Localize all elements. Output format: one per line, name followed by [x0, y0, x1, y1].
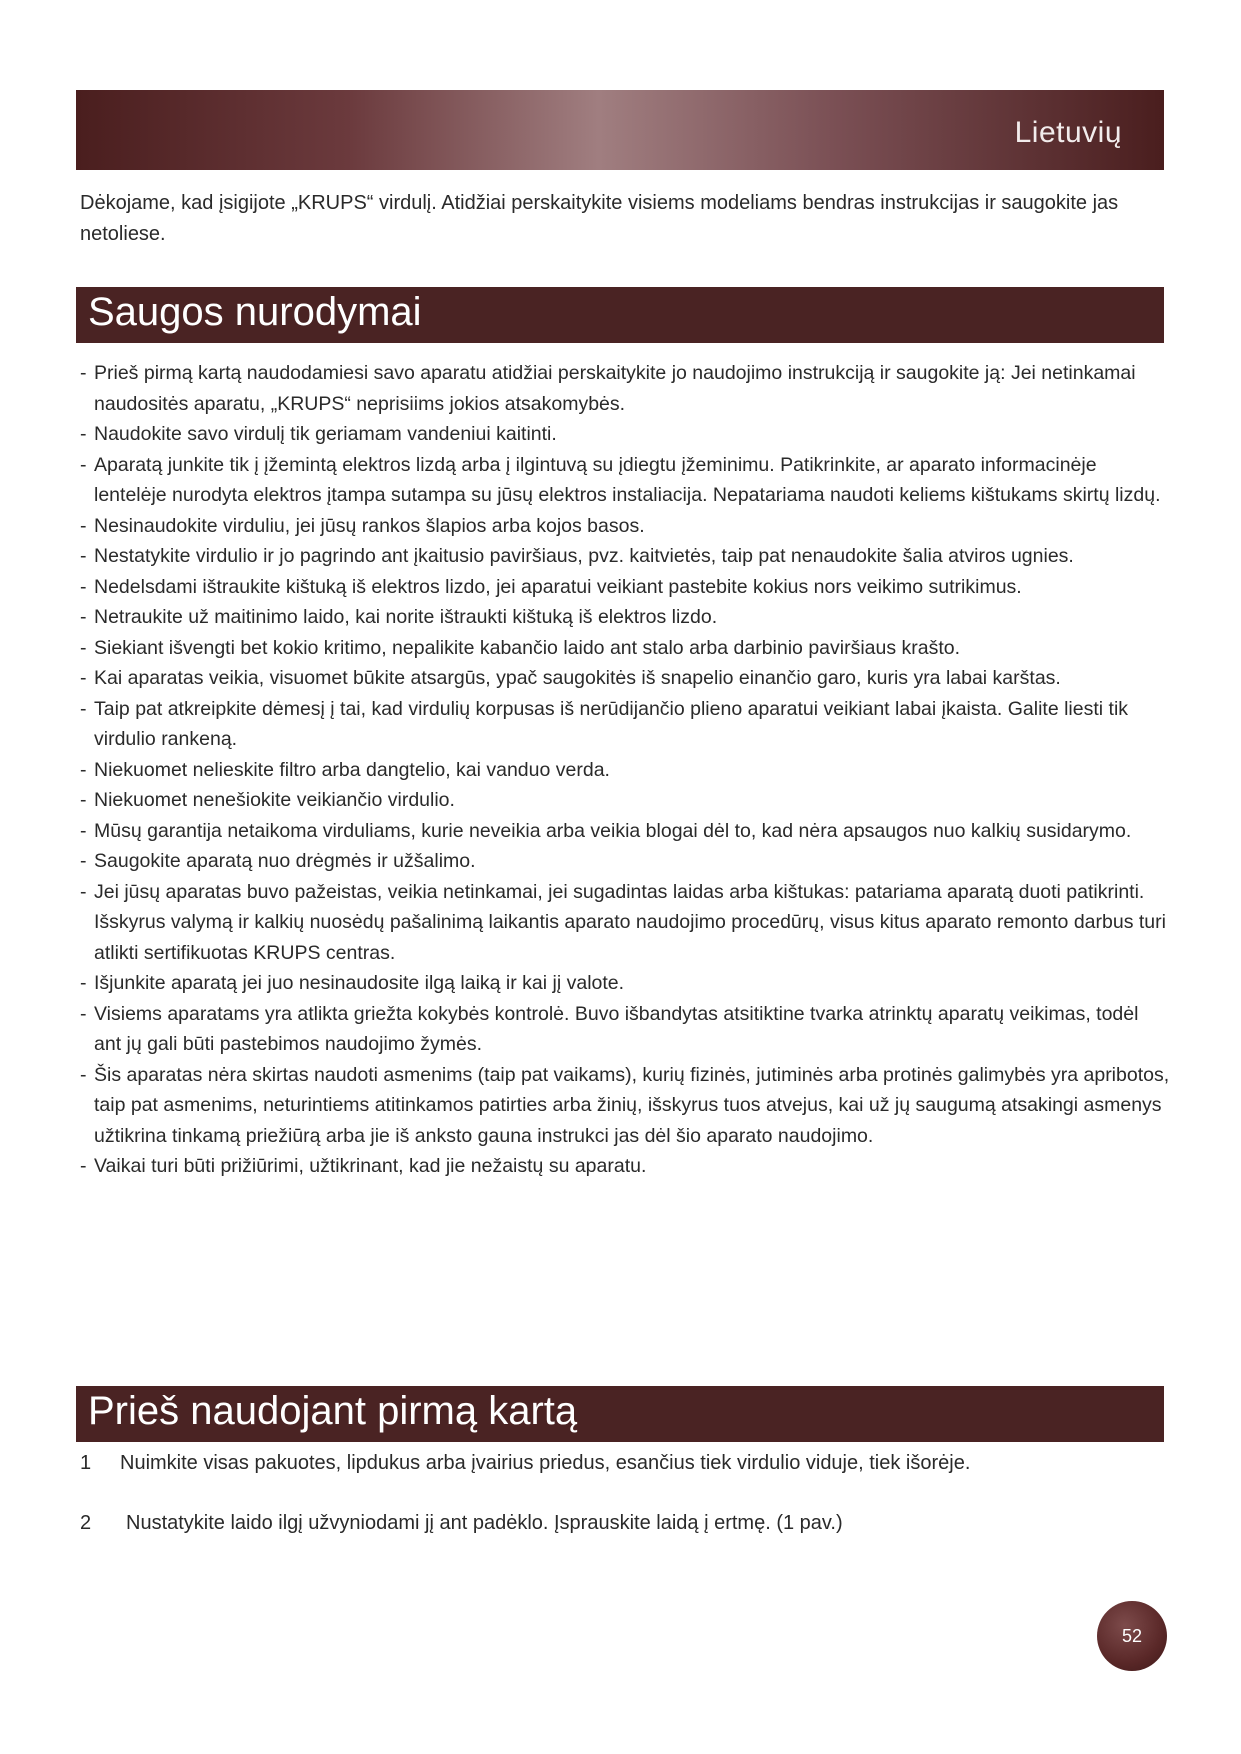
safety-rule: - Kai aparatas veikia, visuomet būkite atsargūs, ypač saugokitės iš snapelio einančio garo, kuris yra labai karštas. [80, 663, 1170, 694]
safety-rule: - Jei jūsų aparatas buvo pažeistas, veikia netinkamai, jei sugadintas laidas arba kištukas: patariama aparatą duoti patikrinti. Išskyrus valymą ir kalkių nuosėdų pašalinimą laikantis aparato naudojimo procedūrų, visus kitus aparato remonto darbus turi atlikti sertifikuotas KRUPS centras. [80, 877, 1170, 969]
safety-rule: - Nesinaudokite virduliu, jei jūsų rankos šlapios arba kojos basos. [80, 511, 1170, 542]
safety-rule: - Šis aparatas nėra skirtas naudoti asmenims (taip pat vaikams), kurių fizinės, jutiminės arba protinės galimybės yra apribotos, taip pat asmenims, neturintiems atitinkamos patirties arba žinių, išskyrus tuos atvejus, kai už jų saugumą atsakingi asmenys užtikrina tinkamą priežiūrą arba jie iš anksto gauna instrukci jas dėl šio aparato naudojimo. [80, 1060, 1170, 1152]
safety-rule: - Niekuomet nelieskite filtro arba dangtelio, kai vanduo verda. [80, 755, 1170, 786]
safety-rule: - Taip pat atkreipkite dėmesį į tai, kad virdulių korpusas iš nerūdijančio plieno aparatui veikiant labai įkaista. Galite liesti tik virdulio rankeną. [80, 694, 1170, 755]
safety-rule: - Naudokite savo virdulį tik geriamam vandeniui kaitinti. [80, 419, 1170, 450]
safety-rule: - Siekiant išvengti bet kokio kritimo, nepalikite kabančio laido ant stalo arba darbinio paviršiaus krašto. [80, 633, 1170, 664]
safety-section-header [76, 287, 1164, 343]
step-text: Nuimkite visas pakuotes, lipdukus arba įvairius priedus, esančius tiek virdulio viduje, tiek išorėje. [120, 1452, 971, 1474]
safety-rule: - Mūsų garantija netaikoma virduliams, kurie neveikia arba veikia blogai dėl to, kad nėra apsaugos nuo kalkių susidarymo. [80, 816, 1170, 847]
safety-rule: - Saugokite aparatą nuo drėgmės ir užšalimo. [80, 846, 1170, 877]
step-number: 2 [80, 1512, 92, 1534]
step-number: 1 [80, 1452, 92, 1474]
safety-rule: - Prieš pirmą kartą naudodamiesi savo aparatu atidžiai perskaitykite jo naudojimo instrukciją ir saugokite ją: Jei netinkamai naudositės aparatu, „KRUPS“ neprisiims jokios atsakomybės. [80, 358, 1170, 419]
safety-rule: - Aparatą junkite tik į įžemintą elektros lizdą arba į ilgintuvą su įdiegtu įžeminimu. Patikrinkite, ar aparato informacinėje lentelėje nurodyta elektros įtampa sutampa su jūsų elektros instaliacija. Nepatariama naudoti keliems kištukams skirtų lizdų. [80, 450, 1170, 511]
safety-rules-list [80, 358, 1170, 1182]
language-header-bar [76, 90, 1164, 170]
safety-rule: - Išjunkite aparatą jei juo nesinaudosite ilgą laiką ir kai jį valote. [80, 968, 1170, 999]
first-use-section-title: Prieš naudojant pirmą kartą [88, 1389, 578, 1433]
first-use-step [80, 1508, 1170, 1538]
first-use-section-header [76, 1386, 1164, 1442]
step-text: Nustatykite laido ilgį užvyniodami jį ant padėklo. Įsprauskite laidą į ertmę. (1 pav.) [126, 1512, 843, 1534]
first-use-steps-list [80, 1448, 1170, 1538]
safety-rule: - Visiems aparatams yra atlikta griežta kokybės kontrolė. Buvo išbandytas atsitiktine tvarka atrinktų aparatų veikimas, todėl ant jų gali būti pastebimos naudojimo žymės. [80, 999, 1170, 1060]
safety-rule: - Nedelsdami ištraukite kištuką iš elektros lizdo, jei aparatui veikiant pastebite kokius nors veikimo sutrikimus. [80, 572, 1170, 603]
safety-rule: - Netraukite už maitinimo laido, kai norite ištraukti kištuką iš elektros lizdo. [80, 602, 1170, 633]
safety-rule: - Vaikai turi būti prižiūrimi, užtikrinant, kad jie nežaistų su aparatu. [80, 1151, 1170, 1182]
first-use-step [80, 1448, 1170, 1478]
safety-rule: - Nestatykite virdulio ir jo pagrindo ant įkaitusio paviršiaus, pvz. kaitvietės, taip pat nenaudokite šalia atviros ugnies. [80, 541, 1170, 572]
safety-rule: - Niekuomet nenešiokite veikiančio virdulio. [80, 785, 1170, 816]
language-label: Lietuvių [1014, 116, 1122, 149]
page-number-badge: 52 [1097, 1601, 1167, 1671]
safety-section-title: Saugos nurodymai [88, 290, 422, 334]
intro-paragraph: Dėkojame, kad įsigijote „KRUPS“ virdulį. Atidžiai perskaitykite visiems modeliams bendras instrukcijas ir saugokite jas netoliese. [80, 192, 1119, 245]
